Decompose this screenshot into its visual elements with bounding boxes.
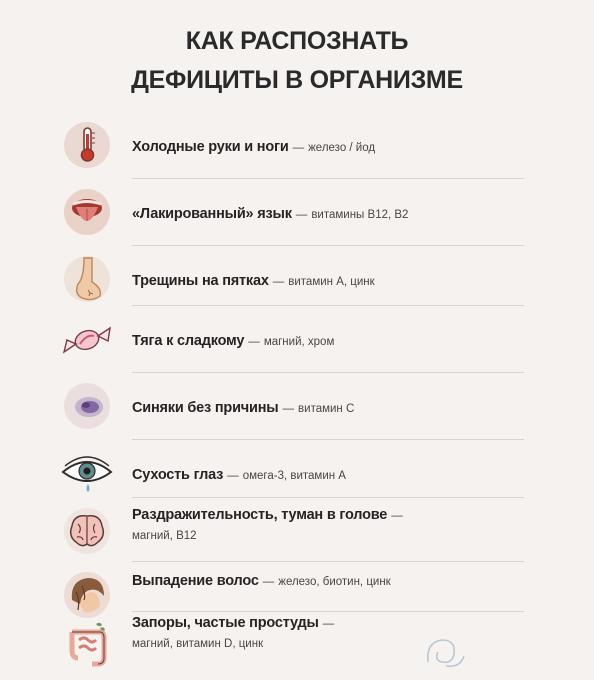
list-item: Трещины на пятках — витамин A, цинк — [58, 246, 524, 306]
list-item: Тяга к сладкому — магний, хром — [58, 306, 524, 373]
title-line-2: ДЕФИЦИТЫ В ОРГАНИЗМЕ — [131, 66, 463, 94]
symptom-label: Трещины на пятках — [132, 273, 269, 289]
symptom-label: Выпадение волос — [132, 573, 259, 589]
symptom-label: Синяки без причины — [132, 400, 279, 416]
bruise-icon — [58, 379, 116, 433]
nutrients-label: железо / йод — [308, 142, 376, 154]
symptom-label: Холодные руки и ноги — [132, 139, 289, 155]
nutrients-label: железо, биотин, цинк — [278, 576, 391, 588]
decorative-swirl-icon — [420, 632, 470, 676]
nutrients-label: витамин C — [298, 403, 355, 415]
nutrients-label: магний, витамин D, цинк — [132, 638, 264, 650]
nutrients-label: магний, B12 — [132, 530, 197, 542]
list-item: Синяки без причины — витамин C — [58, 373, 524, 440]
eye-icon — [58, 446, 116, 500]
list-item: Выпадение волос — железо, биотин, цинк — [58, 562, 524, 612]
symptom-label: «Лакированный» язык — [132, 206, 292, 222]
nutrients-label: витамины B12, B2 — [311, 209, 409, 221]
symptom-label: Запоры, частые простуды — [132, 615, 319, 631]
heel-icon — [58, 252, 116, 306]
symptom-label: Тяга к сладкому — [132, 333, 245, 349]
tongue-icon — [58, 185, 116, 239]
list-item: Запоры, частые простуды — магний, витамин D, цинк — [58, 612, 524, 672]
list-item: Раздражительность, туман в голове — магний, B12 — [58, 498, 524, 562]
symptom-label: Сухость глаз — [132, 467, 224, 483]
list-item: «Лакированный» язык — витамины B12, B2 — [58, 179, 524, 246]
thermometer-icon — [58, 118, 116, 172]
intestine-icon — [58, 618, 116, 672]
candy-icon — [58, 312, 116, 366]
symptom-label: Раздражительность, туман в голове — [132, 507, 388, 523]
page-title — [0, 22, 594, 100]
nutrients-label: витамин A, цинк — [288, 276, 375, 288]
deficiency-list — [58, 112, 524, 672]
title-line-1: КАК РАСПОЗНАТЬ — [185, 27, 409, 55]
list-item: Сухость глаз — омега-3, витамин A — [58, 440, 524, 498]
nutrients-label: магний, хром — [263, 336, 335, 348]
nutrients-label: омега-3, витамин A — [242, 470, 346, 482]
brain-icon — [58, 504, 116, 558]
list-item: Холодные руки и ноги — железо / йод — [58, 112, 524, 179]
